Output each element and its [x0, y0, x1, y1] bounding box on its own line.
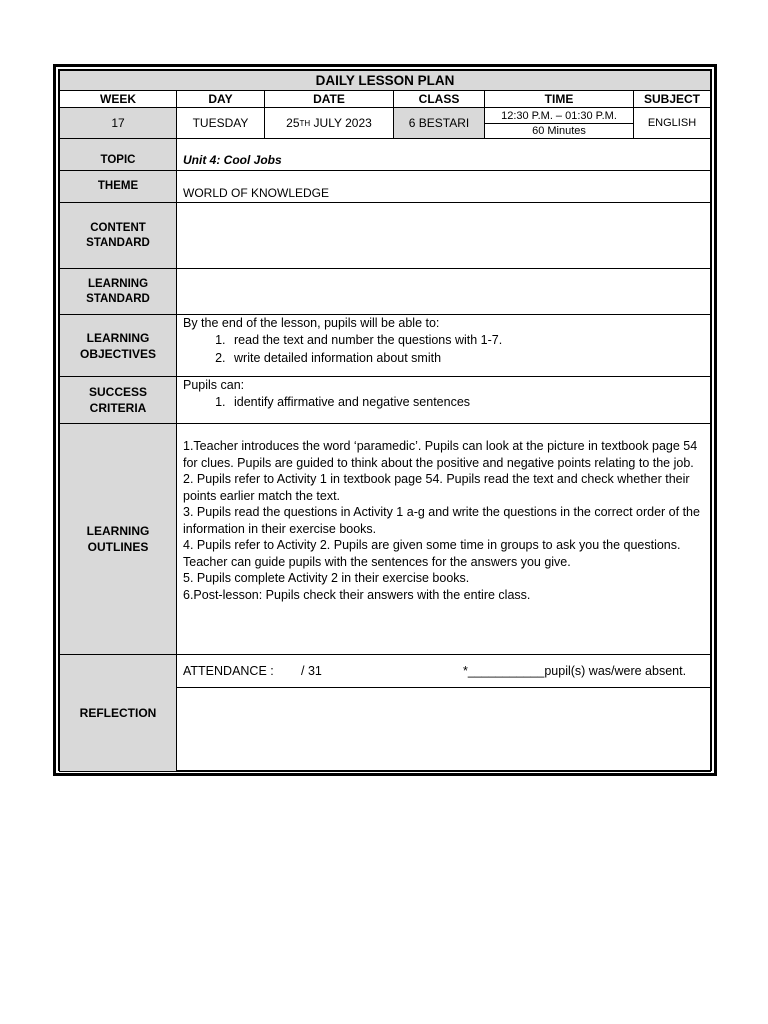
- attendance-label: ATTENDANCE :: [183, 663, 274, 678]
- day-value: TUESDAY: [176, 107, 265, 139]
- success-criteria-label-line1: SUCCESS: [88, 385, 147, 399]
- header-class: CLASS: [393, 90, 485, 108]
- date-suffix: TH: [299, 118, 311, 128]
- week-value: 17: [59, 107, 177, 139]
- learning-standard-label: [59, 268, 177, 315]
- topic-label: TOPIC: [59, 138, 177, 171]
- outline-step: 1.Teacher introduces the word ‘paramedic’. Pupils can look at the picture in textbook page 54 for clues. Pupils are guided to think about the positive and negative points relating to the job.: [183, 439, 698, 470]
- absent-text: *___________pupil(s) was/were absent.: [463, 663, 687, 678]
- lesson-plan-inner-border: [58, 69, 712, 771]
- theme-label: THEME: [59, 170, 177, 203]
- date-rest: JULY 2023: [310, 116, 372, 130]
- page-title: DAILY LESSON PLAN: [59, 70, 711, 91]
- time-range-value: 12:30 P.M. – 01:30 P.M.: [484, 107, 634, 124]
- header-week: WEEK: [59, 90, 177, 108]
- date-day: 25: [286, 116, 300, 130]
- success-intro: Pupils can:: [183, 378, 245, 392]
- topic-value: Unit 4: Cool Jobs: [176, 138, 711, 171]
- learning-objectives-label: [59, 314, 177, 377]
- duration-value: 60 Minutes: [484, 123, 634, 139]
- lesson-plan-table: [53, 64, 717, 776]
- date-value: [264, 107, 394, 139]
- header-day: DAY: [176, 90, 265, 108]
- list-item: 2. write detailed information about smith: [229, 350, 704, 367]
- list-item: 1. read the text and number the questions with 1-7.: [229, 332, 704, 349]
- learning-outlines-label: [59, 423, 177, 655]
- theme-value: WORLD OF KNOWLEDGE: [176, 170, 711, 203]
- reflection-notes: [176, 687, 711, 772]
- outline-step: 2. Pupils refer to Activity 1 in textbook page 54. Pupils read the text and check whether their points earlier match the text.: [183, 472, 690, 503]
- learning-standard-value: [176, 268, 711, 315]
- reflection-label: REFLECTION: [59, 654, 177, 772]
- objectives-list: [183, 332, 704, 367]
- learning-outlines-label-line2: OUTLINES: [87, 540, 149, 554]
- success-list: [183, 394, 704, 411]
- content-standard-value: [176, 202, 711, 269]
- content-standard-label: [59, 202, 177, 269]
- attendance-total: / 31: [301, 663, 322, 678]
- header-time: TIME: [484, 90, 634, 108]
- subject-value: ENGLISH: [633, 107, 711, 139]
- attendance-row: [176, 654, 711, 688]
- objectives-intro: By the end of the lesson, pupils will be able to:: [183, 316, 440, 330]
- learning-outlines-value: [176, 423, 711, 655]
- learning-standard-label-line1: LEARNING: [87, 277, 149, 290]
- learning-objectives-label-line1: LEARNING: [86, 330, 150, 345]
- learning-objectives-value: [176, 314, 711, 377]
- success-criteria-label: [59, 376, 177, 424]
- success-criteria-label-line2: CRITERIA: [89, 401, 147, 415]
- content-standard-label-line2: STANDARD: [86, 236, 150, 249]
- success-criteria-value: [176, 376, 711, 424]
- class-value: 6 BESTARI: [393, 107, 485, 139]
- learning-objectives-label-line2: OBJECTIVES: [79, 346, 157, 361]
- outline-step: 5. Pupils complete Activity 2 in their exercise books.: [183, 571, 470, 585]
- outline-step: 3. Pupils read the questions in Activity 1 a-g and write the questions in the correct order of the information in their exercise books.: [183, 505, 700, 536]
- header-date: DATE: [264, 90, 394, 108]
- outline-step: 6.Post-lesson: Pupils check their answers with the entire class.: [183, 587, 531, 602]
- list-item: 1. identify affirmative and negative sentences: [229, 394, 704, 411]
- content-standard-label-line1: CONTENT: [90, 221, 146, 234]
- outline-step: 4. Pupils refer to Activity 2. Pupils are given some time in groups to ask you the questions. Teacher can guide pupils with the sentences for the answers you give.: [183, 538, 681, 569]
- learning-outlines-label-line1: LEARNING: [86, 524, 150, 538]
- learning-standard-label-line2: STANDARD: [86, 292, 150, 305]
- header-subject: SUBJECT: [633, 90, 711, 108]
